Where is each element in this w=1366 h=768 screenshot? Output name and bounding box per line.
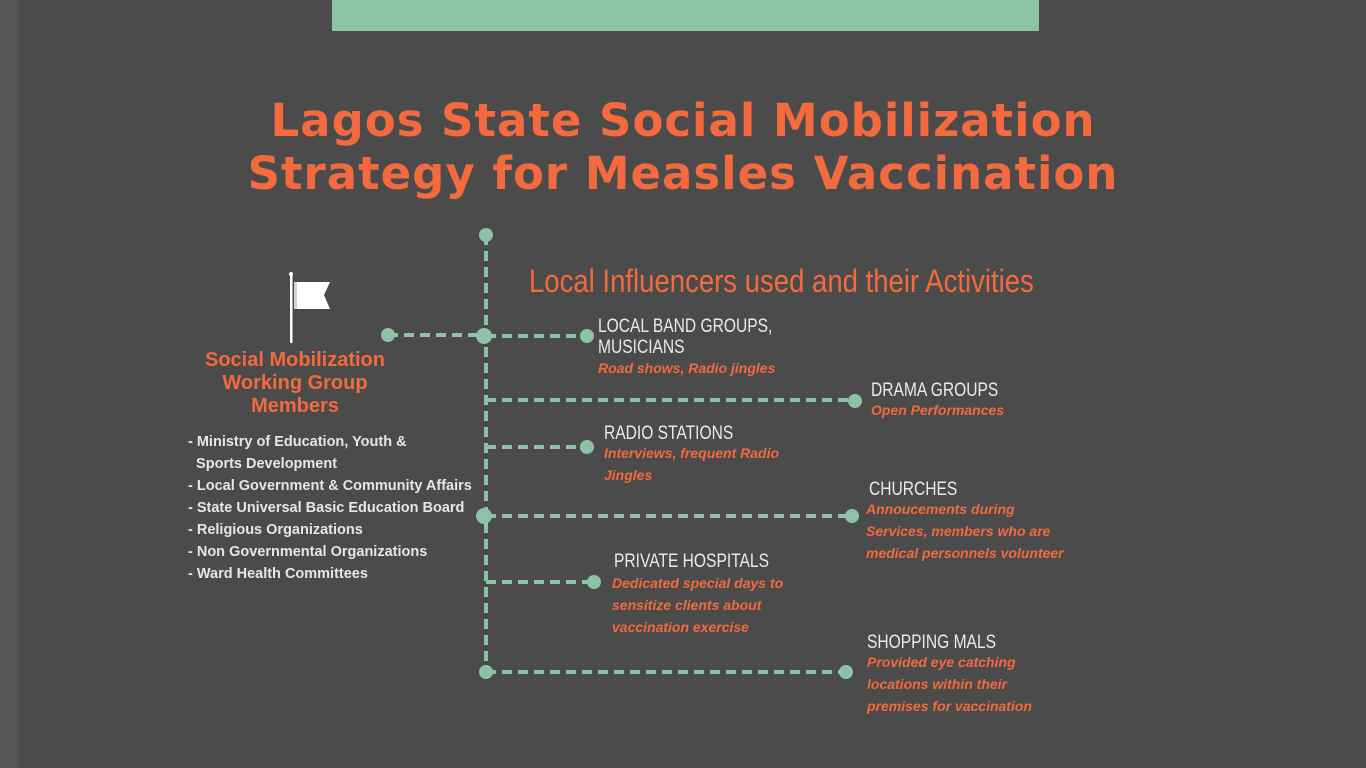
influencer-churches <box>866 479 1064 564</box>
member-item: - Ward Health Committees <box>188 566 368 582</box>
influencer-activity: Dedicated special days to sensitize clients about vaccination exercise <box>612 575 784 635</box>
working-group-title: Social Mobilization Working Group Members <box>204 349 385 417</box>
influencer-activity: Annoucements during Services, members who are medical personnels volunteer <box>866 501 1064 561</box>
influencer-name: CHURCHES <box>869 479 958 500</box>
node-dot <box>580 329 594 343</box>
influencer-name: LOCAL BAND GROUPS, MUSICIANS <box>598 316 773 358</box>
member-item: - Religious Organizations <box>188 522 363 538</box>
node-dot <box>381 328 395 342</box>
influencer-shopping-malls <box>867 632 1032 717</box>
influencer-name: DRAMA GROUPS <box>871 380 999 401</box>
node-dot <box>476 508 492 524</box>
member-item: - Non Governmental Organizations <box>188 544 428 560</box>
influencer-name: SHOPPING MALS <box>867 632 997 653</box>
node-dot <box>476 328 492 344</box>
influencer-local-band <box>598 316 811 379</box>
influencer-activity: Open Performances <box>871 402 1005 418</box>
page-title: Lagos State Social Mobilization Strategy for Measles Vaccination <box>247 94 1119 200</box>
node-dot <box>479 665 493 679</box>
member-item: - Local Government & Community Affairs <box>188 478 472 494</box>
influencer-name: PRIVATE HOSPITALS <box>614 551 769 572</box>
node-dot <box>839 665 853 679</box>
member-item: - Ministry of Education, Youth & Sports Development <box>188 434 407 472</box>
influencer-activity: Interviews, frequent Radio Jingles <box>604 445 780 483</box>
influencer-radio-stations <box>604 423 779 486</box>
influencer-drama-groups <box>871 380 1026 421</box>
node-dot <box>580 440 594 454</box>
node-dot <box>845 509 859 523</box>
section-subtitle: Local Influencers used and their Activities <box>529 263 1034 299</box>
influencer-activity: Provided eye catching locations within their premises for vaccination <box>867 654 1032 714</box>
node-dot <box>479 228 493 242</box>
influencer-name: RADIO STATIONS <box>604 423 734 444</box>
influencer-activity: Road shows, Radio jingles <box>598 360 776 376</box>
influencer-private-hospitals <box>612 551 803 638</box>
member-item: - State Universal Basic Education Board <box>188 500 465 516</box>
node-dot <box>848 394 862 408</box>
node-dot <box>587 575 601 589</box>
